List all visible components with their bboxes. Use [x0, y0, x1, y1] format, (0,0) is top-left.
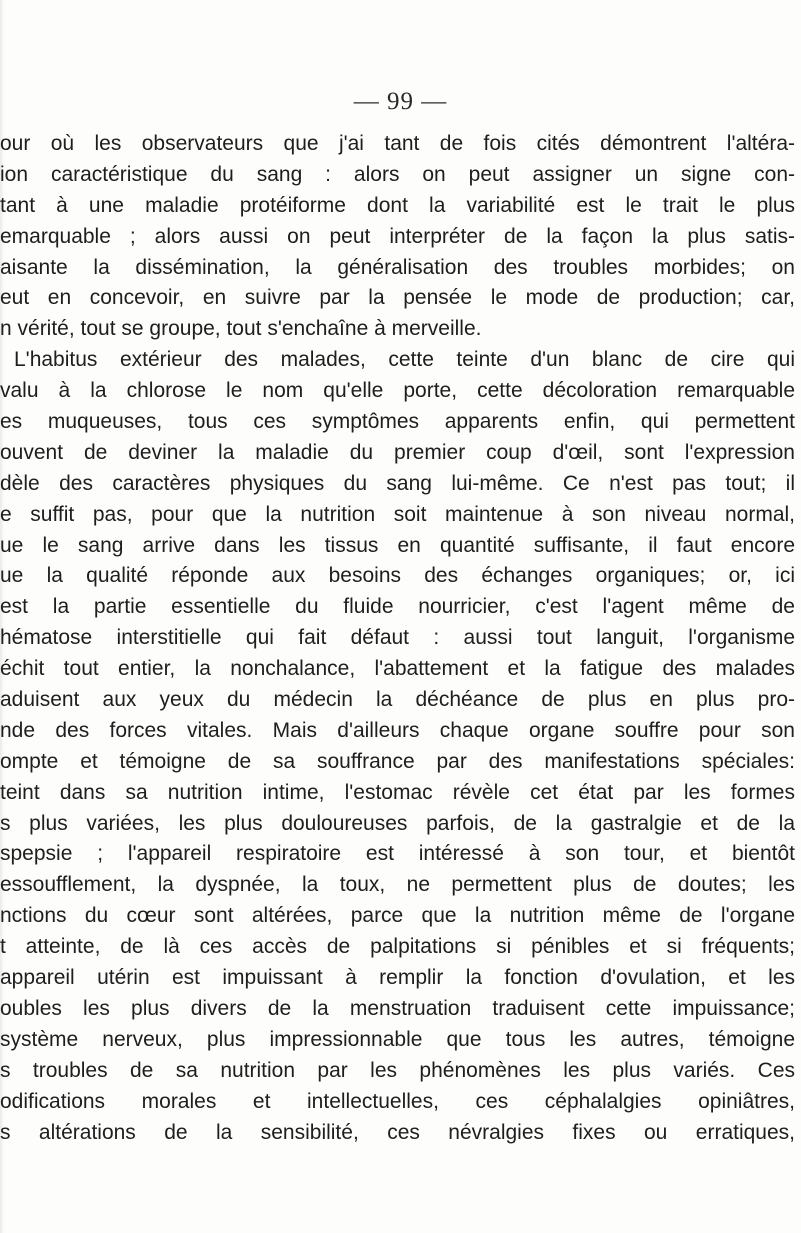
text-line: essoufflement, la dyspnée, la toux, ne permettent plus de doutes; les	[0, 873, 795, 897]
text-line: es muqueuses, tous ces symptômes apparents enfin, qui permettent	[0, 410, 795, 434]
text-line: n vérité, tout se groupe, tout s'enchaîne à merveille.	[0, 317, 482, 341]
text-line: our où les observateurs que j'ai tant de fois cités démontrent l'altéra-	[0, 132, 795, 155]
text-line: eut en concevoir, en suivre par la pensée le mode de production; car,	[0, 286, 795, 310]
text-line: emarquable ; alors aussi on peut interpréter de la façon la plus satis-	[0, 224, 795, 248]
text-line: s troubles de sa nutrition par les phénomènes les plus variés. Ces	[0, 1058, 795, 1082]
text-line: nde des forces vitales. Mais d'ailleurs chaque organe souffre pour son	[0, 718, 795, 742]
text-line: valu à la chlorose le nom qu'elle porte, cette décoloration remarquable	[0, 379, 795, 403]
text-line: oubles les plus divers de la menstruation traduisent cette impuissance;	[0, 996, 795, 1020]
text-line: s plus variées, les plus douloureuses parfois, de la gastralgie et de la	[0, 811, 795, 835]
text-line: ion caractéristique du sang : alors on peut assigner un signe con-	[0, 162, 795, 186]
text-line: L'habitus extérieur des malades, cette teinte d'un blanc de cire qui	[14, 348, 795, 372]
text-line: appareil utérin est impuissant à remplir la fonction d'ovulation, et les	[0, 966, 795, 990]
text-line: ue la qualité réponde aux besoins des échanges organiques; or, ici	[0, 564, 795, 588]
text-line: t atteinte, de là ces accès de palpitations si pénibles et si fréquents;	[0, 935, 795, 959]
text-line: hématose interstitielle qui fait défaut : aussi tout languit, l'organisme	[0, 626, 795, 650]
text-line: ompte et témoigne de sa souffrance par des manifestations spéciales:	[0, 749, 795, 773]
text-line: aduisent aux yeux du médecin la déchéance de plus en plus pro-	[0, 688, 795, 712]
text-line: nctions du cœur sont altérées, parce que la nutrition même de l'organe	[0, 904, 795, 928]
text-line: ue le sang arrive dans les tissus en quantité suffisante, il faut encore	[0, 533, 795, 557]
text-line: système nerveux, plus impressionnable que tous les autres, témoigne	[0, 1027, 795, 1051]
text-line: spepsie ; l'appareil respiratoire est intéressé à son tour, et bientôt	[0, 842, 795, 866]
body-text	[0, 129, 795, 1148]
text-line: aisante la dissémination, la généralisation des troubles morbides; on	[0, 255, 795, 279]
text-line: est la partie essentielle du fluide nourricier, c'est l'agent même de	[0, 595, 795, 619]
text-line: s altérations de la sensibilité, ces névralgies fixes ou erratiques,	[0, 1120, 795, 1144]
text-line: ouvent de deviner la maladie du premier coup d'œil, sont l'expression	[0, 440, 795, 464]
text-line: e suffit pas, pour que la nutrition soit maintenue à son niveau normal,	[0, 502, 795, 526]
text-line: teint dans sa nutrition intime, l'estomac révèle cet état par les formes	[0, 780, 795, 804]
text-line: tant à une maladie protéiforme dont la variabilité est le trait le plus	[0, 193, 795, 217]
text-line: échit tout entier, la nonchalance, l'abattement et la fatigue des malades	[0, 657, 795, 681]
text-line: dèle des caractères physiques du sang lui-même. Ce n'est pas tout; il	[0, 471, 795, 495]
page-number: — 99 —	[353, 88, 448, 115]
text-line: odifications morales et intellectuelles, ces céphalalgies opiniâtres,	[0, 1089, 795, 1113]
